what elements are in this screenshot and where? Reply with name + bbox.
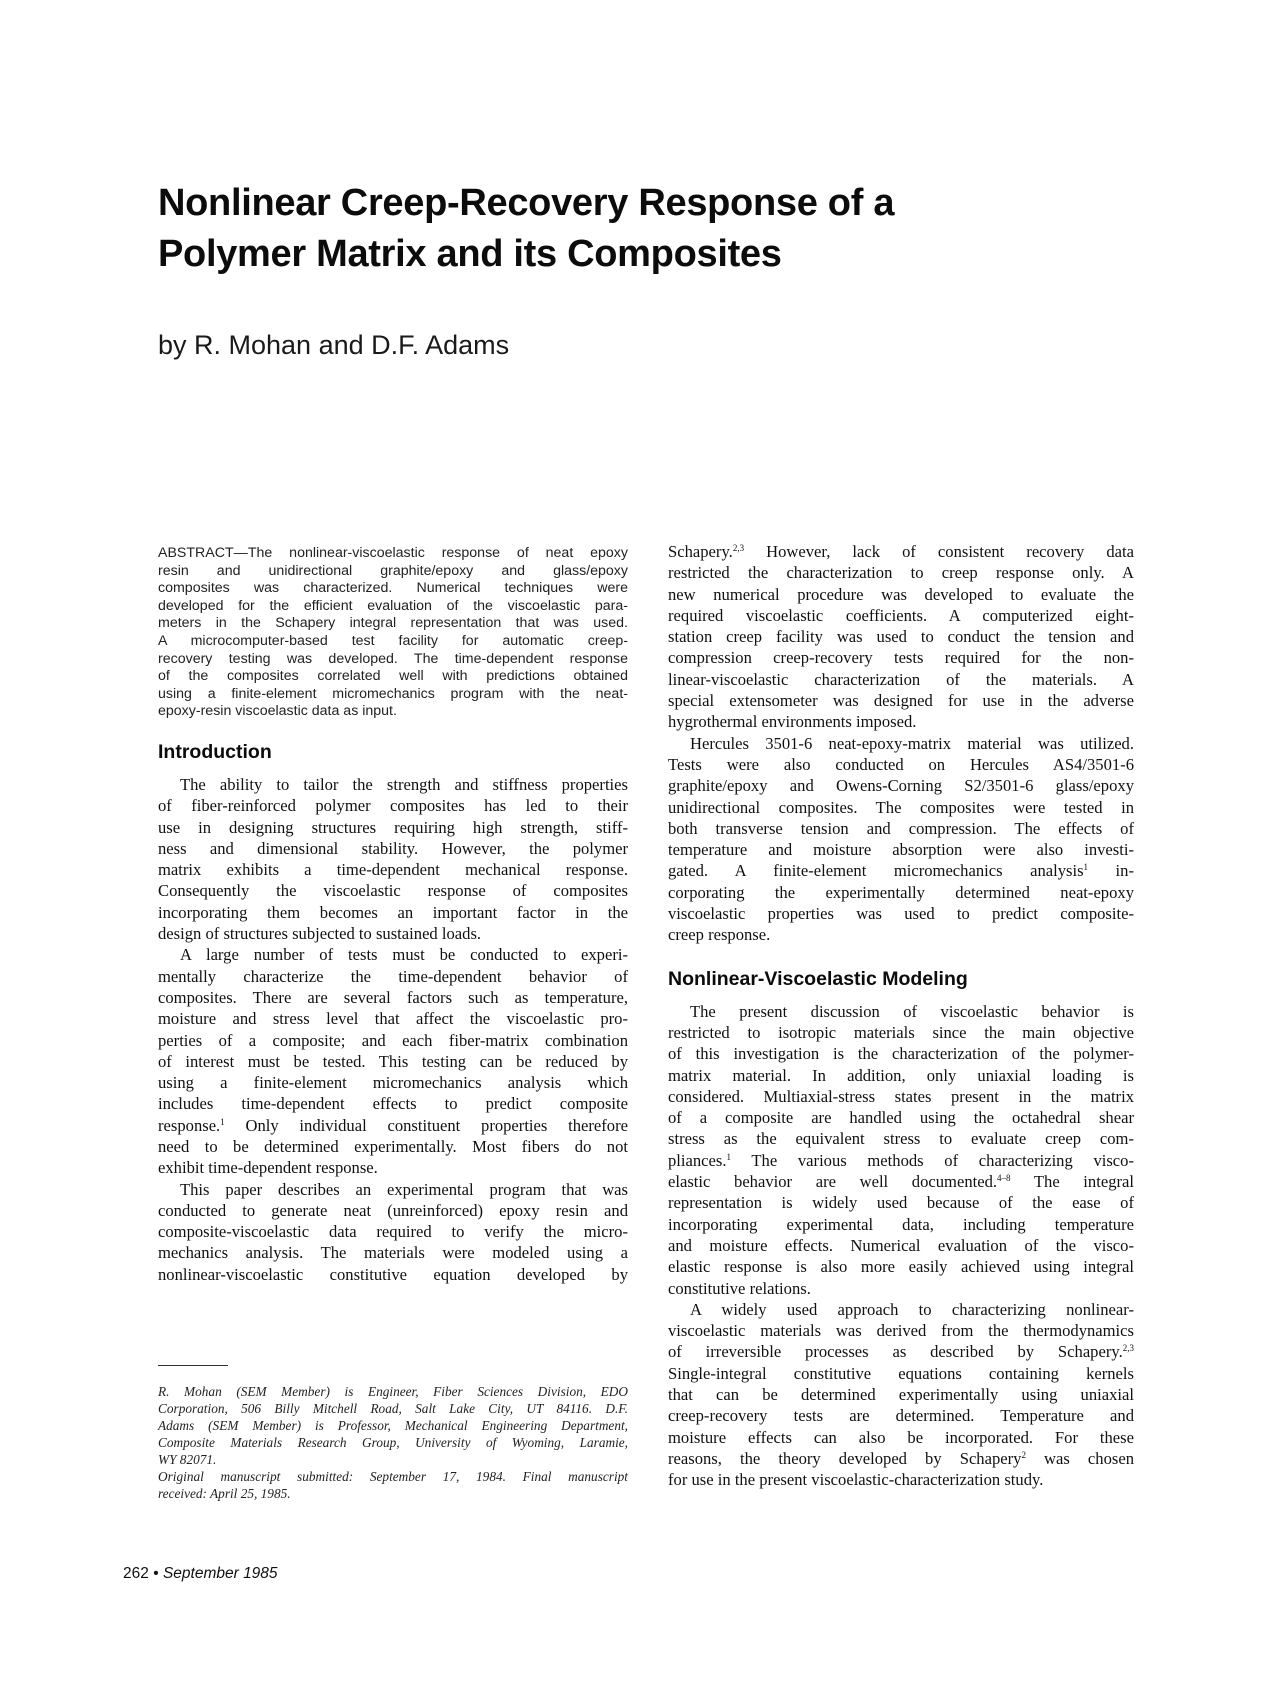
paper-title: [158, 178, 1058, 280]
page-number: 262: [123, 1565, 149, 1582]
text-line: pliances.$^1$ The various methods of characterizing visco-: [668, 1150, 1134, 1170]
text-line: compression creep-recovery tests required for the non-: [668, 648, 1134, 668]
text-line: design of structures subjected to sustained loads.: [158, 924, 482, 944]
text-line: restricted the characterization to creep response only. A: [668, 563, 1134, 583]
text-line: ness and dimensional stability. However, the polymer: [158, 838, 628, 858]
byline: by R. Mohan and D.F. Adams: [158, 330, 510, 360]
reference-marker: 1: [220, 1116, 225, 1127]
text-line: linear-viscoelastic characterization of the materials. A: [668, 669, 1134, 689]
text-line: nonlinear-viscoelastic constitutive equation developed by: [158, 1264, 628, 1284]
author-footnote: [158, 1383, 628, 1468]
text-line: viscoelastic properties was used to predict composite-: [668, 904, 1134, 924]
intro-paragraph-1: [158, 774, 628, 944]
modeling-paragraph-1: [668, 1001, 1134, 1299]
text-line: Tests were also conducted on Hercules AS4/3501-6: [668, 754, 1134, 774]
text-line: graphite/epoxy and Owens-Corning S2/3501-6 glass/epoxy: [668, 776, 1134, 796]
page-footer: [123, 1565, 278, 1583]
abstract-line: of the composites correlated well with predictions obtained: [158, 668, 628, 685]
text-line: for use in the present viscoelastic-characterization study.: [668, 1470, 1044, 1490]
text-line: incorporating them becomes an important factor in the: [158, 902, 628, 922]
abstract-line: epoxy-resin viscoelastic data as input.: [158, 703, 397, 720]
reference-marker: 1: [1083, 862, 1089, 873]
text-line: incorporating experimental data, including temperature: [668, 1214, 1134, 1234]
intro-paragraph-5: [668, 733, 1134, 946]
reference-marker: 1: [726, 1151, 732, 1162]
text-line: constitutive relations.: [668, 1278, 811, 1298]
text-line: Single-integral constitutive equations containing kernels: [668, 1363, 1134, 1383]
modeling-paragraph-2: [668, 1299, 1134, 1491]
text-line: This paper describes an experimental program that was: [180, 1179, 628, 1199]
footnote-line: R. Mohan (SEM Member) is Engineer, Fiber Sciences Division, EDO: [158, 1384, 628, 1399]
text-line: conducted to generate neat (unreinforced) epoxy resin and: [158, 1200, 628, 1220]
section-heading-introduction: Introduction: [158, 740, 272, 763]
text-line: of a composite are handled using the octahedral shear: [668, 1108, 1134, 1128]
text-line: includes time-dependent effects to predict composite: [158, 1094, 628, 1114]
text-line: of this investigation is the characterization of the polymer-: [668, 1044, 1134, 1064]
text-line: of fiber-reinforced polymer composites has led to their: [158, 796, 628, 816]
text-line: exhibit time-dependent response.: [158, 1158, 378, 1178]
text-line: use in designing structures requiring high strength, stiff-: [158, 817, 628, 837]
footnote-divider: [158, 1365, 228, 1366]
text-line: both transverse tension and compression. The effects of: [668, 818, 1134, 838]
text-line: Schapery.$^{2,3}$ However, lack of consistent recovery data: [668, 542, 1134, 561]
footnote-line: Corporation, 506 Billy Mitchell Road, Salt Lake City, UT 84116. D.F.: [158, 1401, 628, 1416]
text-line: moisture effects can also be incorporated. For these: [668, 1427, 1134, 1447]
footnote-line: WY 82071.: [158, 1452, 217, 1467]
text-line: need to be determined experimentally. Most fibers do not: [158, 1136, 628, 1156]
text-line: using a finite-element micromechanics analysis which: [158, 1073, 628, 1093]
abstract: [158, 545, 628, 721]
reference-marker: 4–8: [997, 1173, 1011, 1184]
footnote-line: Adams (SEM Member) is Professor, Mechanical Engineering Department,: [158, 1418, 628, 1433]
footnote-line: Original manuscript submitted: September 17, 1984. Final manuscript: [158, 1469, 628, 1484]
text-line: elastic behavior are well documented.$^{4-8}$ The integral: [668, 1172, 1134, 1192]
text-line: hygrothermal environments imposed.: [668, 712, 917, 732]
abstract-line: meters in the Schapery integral representation that was used.: [158, 615, 628, 632]
text-line: moisture and stress level that affect the viscoelastic pro-: [158, 1009, 628, 1029]
abstract-line: composites was characterized. Numerical techniques were: [158, 580, 628, 597]
title-line: Polymer Matrix and its Composites: [158, 233, 782, 275]
text-line: new numerical procedure was developed to evaluate the: [668, 584, 1134, 604]
footnote-line: received: April 25, 1985.: [158, 1486, 291, 1501]
intro-paragraph-2: [158, 944, 628, 1178]
text-line: station creep facility was used to conduct the tension and: [668, 627, 1134, 647]
text-line: and moisture effects. Numerical evaluation of the visco-: [668, 1235, 1134, 1255]
text-line: creep response.: [668, 925, 771, 945]
text-line: response.$^1$ Only individual constituent properties therefore: [158, 1115, 628, 1135]
issue-date: September 1985: [162, 1565, 278, 1582]
text-line: required viscoelastic coefficients. A computerized eight-: [668, 605, 1134, 625]
text-line: matrix material. In addition, only uniaxial loading is: [668, 1065, 1134, 1085]
text-line: Consequently the viscoelastic response of composites: [158, 881, 628, 901]
text-line: creep-recovery tests are determined. Temperature and: [668, 1406, 1134, 1426]
text-line: composite-viscoelastic data required to verify the micro-: [158, 1222, 628, 1242]
text-line: that can be determined experimentally using uniaxial: [668, 1384, 1134, 1404]
text-line: A widely used approach to characterizing nonlinear-: [690, 1299, 1134, 1319]
footer-bullet: •: [153, 1565, 159, 1582]
text-line: The ability to tailor the strength and stiffness properties: [180, 774, 628, 794]
text-line: restricted to isotropic materials since the main objective: [668, 1022, 1134, 1042]
text-line: special extensometer was designed for use in the adverse: [668, 691, 1134, 711]
text-line: viscoelastic materials was derived from the thermodynamics: [668, 1321, 1134, 1341]
text-line: The present discussion of viscoelastic behavior is: [690, 1001, 1134, 1021]
abstract-line: ABSTRACT—The nonlinear-viscoelastic response of neat epoxy: [158, 545, 628, 561]
intro-paragraph-3: [158, 1179, 628, 1285]
text-line: corporating the experimentally determined neat-epoxy: [668, 882, 1134, 902]
title-line: Nonlinear Creep-Recovery Response of a: [158, 182, 895, 224]
text-line: stress as the equivalent stress to evaluate creep com-: [668, 1129, 1134, 1149]
text-line: gated. A finite-element micromechanics analysis$^1$ in-: [668, 861, 1134, 881]
text-line: elastic response is also more easily achieved using integral: [668, 1257, 1134, 1277]
text-line: of irreversible processes as described by Schapery.$^{2,3}$: [668, 1342, 1134, 1362]
text-line: representation is widely used because of the ease of: [668, 1193, 1134, 1213]
manuscript-dates-footnote: [158, 1468, 628, 1502]
text-line: Hercules 3501-6 neat-epoxy-matrix material was utilized.: [690, 733, 1134, 753]
reference-marker: 2,3: [1122, 1343, 1134, 1354]
text-line: matrix exhibits a time-dependent mechanical response.: [158, 860, 628, 880]
reference-marker: 2: [1021, 1449, 1026, 1460]
intro-paragraph-4: [668, 541, 1134, 733]
abstract-line: resin and unidirectional graphite/epoxy and glass/epoxy: [158, 562, 628, 579]
text-line: A large number of tests must be conducted to experi-: [180, 945, 628, 965]
text-line: mechanics analysis. The materials were modeled using a: [158, 1243, 628, 1263]
text-line: composites. There are several factors such as temperature,: [158, 987, 628, 1007]
left-column: [158, 545, 628, 1285]
abstract-line: recovery testing was developed. The time-dependent response: [158, 650, 628, 667]
text-line: mentally characterize the time-dependent behavior of: [158, 966, 628, 986]
abstract-line: A microcomputer-based test facility for automatic creep-: [158, 632, 628, 649]
right-column: [668, 541, 1134, 1490]
text-line: considered. Multiaxial-stress states present in the matrix: [668, 1086, 1134, 1106]
text-line: perties of a composite; and each fiber-matrix combination: [158, 1030, 628, 1050]
reference-marker: 2,3: [732, 543, 745, 553]
abstract-line: using a finite-element micromechanics program with the neat-: [158, 685, 628, 702]
text-line: reasons, the theory developed by Schapery$^2$ was chosen: [668, 1448, 1134, 1468]
abstract-line: developed for the efficient evaluation of the viscoelastic para-: [158, 597, 628, 614]
text-line: of interest must be tested. This testing can be reduced by: [158, 1051, 628, 1071]
footnote-line: Composite Materials Research Group, University of Wyoming, Laramie,: [158, 1435, 628, 1450]
section-heading-modeling: Nonlinear-Viscoelastic Modeling: [668, 967, 968, 990]
text-line: temperature and moisture absorption were also investi-: [668, 840, 1134, 860]
text-line: unidirectional composites. The composites were tested in: [668, 797, 1134, 817]
